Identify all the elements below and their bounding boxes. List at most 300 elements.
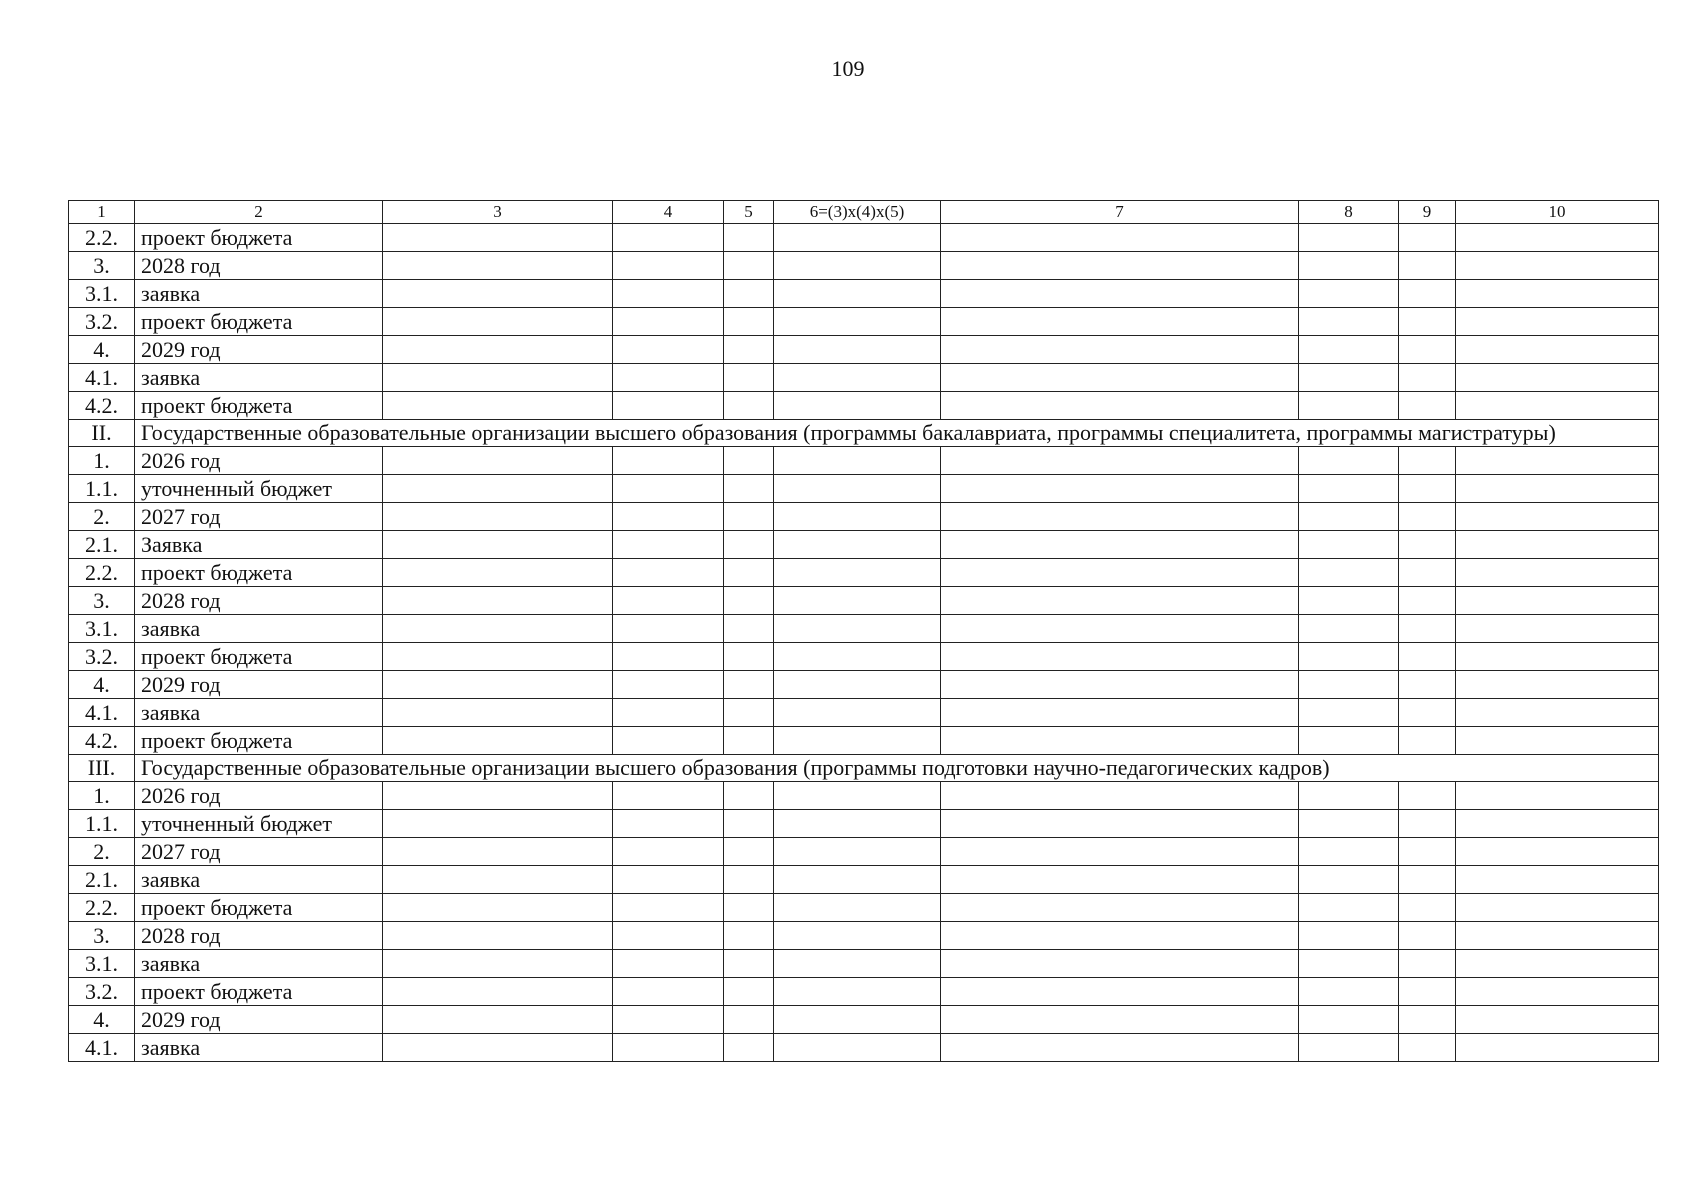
empty-cell (383, 950, 613, 978)
row-label: заявка (135, 699, 383, 727)
empty-cell (1456, 280, 1659, 308)
row-label: 2027 год (135, 503, 383, 531)
table-row (69, 336, 1659, 364)
empty-cell (383, 643, 613, 671)
empty-cell (1399, 950, 1456, 978)
empty-cell (1456, 475, 1659, 503)
row-number: 2. (69, 503, 135, 531)
empty-cell (1399, 392, 1456, 420)
empty-cell (613, 308, 724, 336)
empty-cell (1299, 727, 1399, 755)
empty-cell (1456, 782, 1659, 810)
empty-cell (1299, 643, 1399, 671)
empty-cell (1299, 1034, 1399, 1062)
empty-cell (1456, 810, 1659, 838)
empty-cell (941, 950, 1299, 978)
empty-cell (1399, 922, 1456, 950)
row-number: 3.1. (69, 615, 135, 643)
row-label: проект бюджета (135, 727, 383, 755)
empty-cell (613, 782, 724, 810)
empty-cell (1456, 392, 1659, 420)
empty-cell (383, 866, 613, 894)
table-row (69, 1006, 1659, 1034)
empty-cell (613, 559, 724, 587)
empty-cell (1299, 447, 1399, 475)
empty-cell (383, 503, 613, 531)
empty-cell (383, 252, 613, 280)
empty-cell (774, 810, 941, 838)
empty-cell (613, 280, 724, 308)
empty-cell (1399, 587, 1456, 615)
table-row (69, 447, 1659, 475)
empty-cell (383, 727, 613, 755)
row-number: 4.1. (69, 1034, 135, 1062)
table-row (69, 615, 1659, 643)
empty-cell (941, 559, 1299, 587)
column-header: 5 (724, 201, 774, 224)
empty-cell (774, 1034, 941, 1062)
empty-cell (613, 615, 724, 643)
empty-cell (383, 671, 613, 699)
empty-cell (383, 894, 613, 922)
empty-cell (724, 782, 774, 810)
empty-cell (774, 531, 941, 559)
row-number: 2.1. (69, 531, 135, 559)
empty-cell (383, 392, 613, 420)
empty-cell (1399, 224, 1456, 252)
empty-cell (613, 643, 724, 671)
table-row (69, 671, 1659, 699)
column-header: 10 (1456, 201, 1659, 224)
empty-cell (941, 643, 1299, 671)
empty-cell (383, 224, 613, 252)
empty-cell (613, 1006, 724, 1034)
empty-cell (613, 475, 724, 503)
empty-cell (774, 894, 941, 922)
empty-cell (724, 252, 774, 280)
row-label: 2028 год (135, 587, 383, 615)
table-row (69, 559, 1659, 587)
section-title: Государственные образовательные организации высшего образования (программы подготовки научно-педагогических кадров) (135, 755, 1659, 782)
empty-cell (774, 671, 941, 699)
row-label: 2026 год (135, 447, 383, 475)
empty-cell (1299, 978, 1399, 1006)
empty-cell (1399, 671, 1456, 699)
empty-cell (1299, 615, 1399, 643)
row-number: 2.2. (69, 559, 135, 587)
table-row (69, 978, 1659, 1006)
row-number: 2.2. (69, 224, 135, 252)
table-row (69, 475, 1659, 503)
table-row (69, 587, 1659, 615)
row-number: 4. (69, 671, 135, 699)
row-label: проект бюджета (135, 559, 383, 587)
empty-cell (383, 782, 613, 810)
empty-cell (724, 475, 774, 503)
empty-cell (774, 1006, 941, 1034)
empty-cell (613, 978, 724, 1006)
empty-cell (613, 950, 724, 978)
empty-cell (941, 336, 1299, 364)
empty-cell (774, 503, 941, 531)
empty-cell (941, 364, 1299, 392)
empty-cell (383, 1034, 613, 1062)
row-label: проект бюджета (135, 392, 383, 420)
empty-cell (1456, 336, 1659, 364)
empty-cell (724, 392, 774, 420)
row-label: проект бюджета (135, 308, 383, 336)
empty-cell (383, 559, 613, 587)
empty-cell (774, 336, 941, 364)
empty-cell (774, 308, 941, 336)
empty-cell (724, 978, 774, 1006)
empty-cell (1299, 280, 1399, 308)
row-label: 2029 год (135, 1006, 383, 1034)
empty-cell (724, 587, 774, 615)
empty-cell (1456, 224, 1659, 252)
empty-cell (724, 336, 774, 364)
empty-cell (1456, 587, 1659, 615)
empty-cell (1456, 866, 1659, 894)
row-label: Заявка (135, 531, 383, 559)
empty-cell (724, 922, 774, 950)
empty-cell (1299, 894, 1399, 922)
empty-cell (724, 643, 774, 671)
empty-cell (613, 810, 724, 838)
row-number: 1. (69, 782, 135, 810)
row-number: II. (69, 420, 135, 447)
empty-cell (724, 559, 774, 587)
column-header: 4 (613, 201, 724, 224)
empty-cell (1299, 866, 1399, 894)
empty-cell (941, 587, 1299, 615)
column-header: 6=(3)x(4)x(5) (774, 201, 941, 224)
empty-cell (1456, 503, 1659, 531)
table-row (69, 894, 1659, 922)
table-row (69, 364, 1659, 392)
empty-cell (1299, 950, 1399, 978)
empty-cell (941, 531, 1299, 559)
table-row (69, 699, 1659, 727)
empty-cell (1399, 699, 1456, 727)
row-label: 2029 год (135, 336, 383, 364)
row-number: 4. (69, 1006, 135, 1034)
empty-cell (383, 1006, 613, 1034)
empty-cell (1399, 503, 1456, 531)
empty-cell (724, 1034, 774, 1062)
empty-cell (1399, 1006, 1456, 1034)
table-row (69, 922, 1659, 950)
row-number: 2.1. (69, 866, 135, 894)
empty-cell (724, 671, 774, 699)
empty-cell (1299, 699, 1399, 727)
empty-cell (613, 252, 724, 280)
empty-cell (383, 810, 613, 838)
empty-cell (774, 447, 941, 475)
table-row (69, 224, 1659, 252)
row-number: 4.2. (69, 727, 135, 755)
row-number: 4. (69, 336, 135, 364)
empty-cell (613, 224, 724, 252)
empty-cell (724, 447, 774, 475)
empty-cell (1399, 1034, 1456, 1062)
table-row (69, 782, 1659, 810)
empty-cell (613, 1034, 724, 1062)
empty-cell (774, 922, 941, 950)
column-header: 9 (1399, 201, 1456, 224)
empty-cell (1456, 699, 1659, 727)
empty-cell (1299, 475, 1399, 503)
column-header: 3 (383, 201, 613, 224)
row-label: 2026 год (135, 782, 383, 810)
empty-cell (774, 280, 941, 308)
empty-cell (724, 503, 774, 531)
empty-cell (774, 364, 941, 392)
empty-cell (1299, 782, 1399, 810)
row-number: 4.1. (69, 699, 135, 727)
empty-cell (1299, 671, 1399, 699)
empty-cell (383, 922, 613, 950)
empty-cell (774, 727, 941, 755)
column-header: 1 (69, 201, 135, 224)
empty-cell (941, 392, 1299, 420)
empty-cell (1299, 224, 1399, 252)
empty-cell (1399, 475, 1456, 503)
empty-cell (1456, 922, 1659, 950)
empty-cell (1456, 838, 1659, 866)
empty-cell (774, 978, 941, 1006)
empty-cell (613, 503, 724, 531)
empty-cell (724, 810, 774, 838)
row-label: проект бюджета (135, 978, 383, 1006)
table-row (69, 280, 1659, 308)
empty-cell (1399, 978, 1456, 1006)
empty-cell (1456, 894, 1659, 922)
empty-cell (941, 978, 1299, 1006)
empty-cell (941, 922, 1299, 950)
row-label: заявка (135, 364, 383, 392)
empty-cell (941, 447, 1299, 475)
empty-cell (1399, 838, 1456, 866)
empty-cell (383, 308, 613, 336)
row-number: 3.2. (69, 978, 135, 1006)
empty-cell (941, 699, 1299, 727)
empty-cell (613, 866, 724, 894)
empty-cell (724, 1006, 774, 1034)
empty-cell (383, 475, 613, 503)
empty-cell (774, 699, 941, 727)
empty-cell (941, 894, 1299, 922)
empty-cell (941, 866, 1299, 894)
empty-cell (1399, 280, 1456, 308)
empty-cell (1456, 559, 1659, 587)
empty-cell (383, 336, 613, 364)
row-number: 3.1. (69, 280, 135, 308)
row-number: III. (69, 755, 135, 782)
empty-cell (1299, 587, 1399, 615)
empty-cell (1399, 615, 1456, 643)
empty-cell (1399, 559, 1456, 587)
empty-cell (1299, 1006, 1399, 1034)
empty-cell (1299, 252, 1399, 280)
empty-cell (1456, 671, 1659, 699)
empty-cell (941, 838, 1299, 866)
empty-cell (1299, 308, 1399, 336)
empty-cell (1456, 978, 1659, 1006)
row-label: заявка (135, 866, 383, 894)
empty-cell (1399, 782, 1456, 810)
empty-cell (1456, 727, 1659, 755)
column-header: 8 (1299, 201, 1399, 224)
empty-cell (724, 364, 774, 392)
column-header: 2 (135, 201, 383, 224)
empty-cell (941, 503, 1299, 531)
empty-cell (613, 838, 724, 866)
column-header: 7 (941, 201, 1299, 224)
table-row (69, 838, 1659, 866)
row-number: 1.1. (69, 810, 135, 838)
empty-cell (774, 838, 941, 866)
empty-cell (383, 838, 613, 866)
row-number: 3.2. (69, 308, 135, 336)
empty-cell (724, 894, 774, 922)
row-number: 2.2. (69, 894, 135, 922)
empty-cell (1299, 503, 1399, 531)
empty-cell (1456, 447, 1659, 475)
empty-cell (383, 615, 613, 643)
row-number: 3. (69, 587, 135, 615)
empty-cell (1299, 810, 1399, 838)
row-label: заявка (135, 280, 383, 308)
empty-cell (774, 475, 941, 503)
row-label: 2028 год (135, 252, 383, 280)
row-number: 4.2. (69, 392, 135, 420)
empty-cell (724, 866, 774, 894)
section-row (69, 755, 1659, 782)
empty-cell (1456, 364, 1659, 392)
row-number: 3.1. (69, 950, 135, 978)
table-row (69, 866, 1659, 894)
empty-cell (383, 978, 613, 1006)
table-row (69, 252, 1659, 280)
empty-cell (941, 475, 1299, 503)
table-row (69, 1034, 1659, 1062)
empty-cell (724, 280, 774, 308)
row-label: заявка (135, 1034, 383, 1062)
table-header-row (69, 201, 1659, 224)
empty-cell (1456, 950, 1659, 978)
table-row (69, 810, 1659, 838)
empty-cell (1299, 838, 1399, 866)
empty-cell (613, 699, 724, 727)
section-row (69, 420, 1659, 447)
empty-cell (1399, 727, 1456, 755)
table-row (69, 392, 1659, 420)
empty-cell (1299, 531, 1399, 559)
empty-cell (1456, 643, 1659, 671)
empty-cell (613, 671, 724, 699)
row-number: 1. (69, 447, 135, 475)
row-label: 2027 год (135, 838, 383, 866)
table-row (69, 308, 1659, 336)
row-label: проект бюджета (135, 894, 383, 922)
empty-cell (613, 336, 724, 364)
empty-cell (724, 699, 774, 727)
budget-table (68, 200, 1659, 1062)
empty-cell (774, 615, 941, 643)
empty-cell (941, 280, 1299, 308)
empty-cell (1399, 531, 1456, 559)
empty-cell (724, 224, 774, 252)
section-title: Государственные образовательные организации высшего образования (программы бакалавриата, программы специалитета, программы магистратуры) (135, 420, 1659, 447)
empty-cell (1399, 364, 1456, 392)
row-label: заявка (135, 615, 383, 643)
empty-cell (1299, 922, 1399, 950)
table-row (69, 503, 1659, 531)
empty-cell (724, 950, 774, 978)
empty-cell (774, 224, 941, 252)
row-label: уточненный бюджет (135, 810, 383, 838)
row-number: 2. (69, 838, 135, 866)
row-label: заявка (135, 950, 383, 978)
page-number: 109 (831, 56, 865, 81)
empty-cell (1299, 559, 1399, 587)
empty-cell (1299, 392, 1399, 420)
empty-cell (613, 447, 724, 475)
row-number: 1.1. (69, 475, 135, 503)
empty-cell (383, 587, 613, 615)
empty-cell (941, 615, 1299, 643)
empty-cell (613, 922, 724, 950)
empty-cell (941, 1006, 1299, 1034)
empty-cell (774, 866, 941, 894)
empty-cell (774, 559, 941, 587)
empty-cell (941, 1034, 1299, 1062)
row-label: 2028 год (135, 922, 383, 950)
empty-cell (1456, 252, 1659, 280)
empty-cell (941, 782, 1299, 810)
table-row (69, 643, 1659, 671)
empty-cell (613, 531, 724, 559)
empty-cell (383, 699, 613, 727)
empty-cell (1456, 531, 1659, 559)
empty-cell (613, 364, 724, 392)
empty-cell (724, 615, 774, 643)
empty-cell (613, 587, 724, 615)
empty-cell (774, 252, 941, 280)
empty-cell (613, 894, 724, 922)
empty-cell (1399, 643, 1456, 671)
empty-cell (1399, 252, 1456, 280)
empty-cell (724, 838, 774, 866)
empty-cell (1399, 810, 1456, 838)
empty-cell (1399, 336, 1456, 364)
empty-cell (383, 447, 613, 475)
empty-cell (724, 531, 774, 559)
empty-cell (1456, 1006, 1659, 1034)
empty-cell (774, 950, 941, 978)
row-label: проект бюджета (135, 643, 383, 671)
empty-cell (941, 810, 1299, 838)
empty-cell (941, 308, 1299, 336)
empty-cell (613, 392, 724, 420)
table-row (69, 950, 1659, 978)
table-row (69, 727, 1659, 755)
empty-cell (1399, 308, 1456, 336)
row-number: 4.1. (69, 364, 135, 392)
empty-cell (774, 392, 941, 420)
empty-cell (1456, 615, 1659, 643)
